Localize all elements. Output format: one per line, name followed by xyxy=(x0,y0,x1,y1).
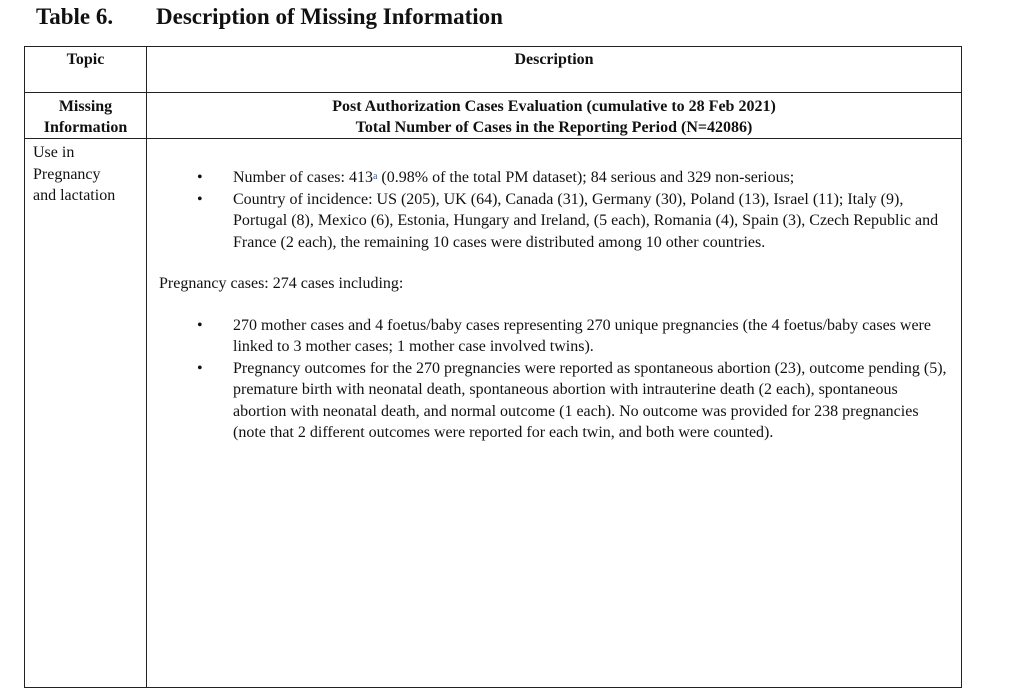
row-topic-line2: Pregnancy xyxy=(33,165,101,183)
subheader-desc-line1: Post Authorization Cases Evaluation (cumulative to 28 Feb 2021) xyxy=(332,98,776,115)
header-topic: Topic xyxy=(25,47,147,93)
list-item: • Number of cases: 413$^a$ (0.98% of the total PM dataset); 84 serious and 329 non-serious; xyxy=(159,167,953,189)
header-row xyxy=(25,47,962,93)
list-item: • 270 mother cases and 4 foetus/baby cases representing 270 unique pregnancies (the 4 foetus/baby cases were linked to 3 mother cases; 1 mother case involved twins). xyxy=(159,315,953,358)
list-item: • Pregnancy outcomes for the 270 pregnancies were reported as spontaneous abortion (23), outcome pending (5), premature birth with neonatal death, spontaneous abortion with intrauterine death (2 each), spontaneous abortion with neonatal death, and normal outcome (1 each). No outcome was provided for 238 pregnancies (note that 2 different outcomes were reported for each twin, and both were counted). xyxy=(159,358,953,444)
row-topic-line1: Use in xyxy=(33,144,75,161)
subheader-desc-line2: Total Number of Cases in the Reporting Period (N=42086) xyxy=(355,119,753,136)
header-description: Description xyxy=(147,47,962,93)
pregnancy-cases-heading: Pregnancy cases: 274 cases including: xyxy=(159,275,404,292)
subheader-topic-line1: Missing xyxy=(58,98,113,115)
table-number: Table 6. xyxy=(36,4,114,29)
list-item: • Country of incidence: US (205), UK (64), Canada (31), Germany (30), Poland (13), Israel (11); Italy (9), Portugal (8), Mexico (6), Estonia, Hungary and Ireland, (5 each), Romania (4), Spain (3), Czech Republic and France (2 each), the remaining 10 cases were distributed among 10 other countries. xyxy=(159,189,953,254)
table-title xyxy=(36,4,503,30)
subheader-description xyxy=(147,93,962,139)
subheader-topic-line2: Information xyxy=(43,119,128,136)
case-summary-list xyxy=(159,167,953,253)
missing-information-table xyxy=(24,46,962,688)
table-caption: Description of Missing Information xyxy=(156,4,503,29)
footnote-marker[interactable]: a xyxy=(372,171,378,182)
row-topic-line3: and lactation xyxy=(33,187,116,204)
subheader-topic xyxy=(25,93,147,139)
pregnancy-cases-list xyxy=(159,315,953,444)
subheader-row xyxy=(25,93,962,139)
pregnancy-row xyxy=(25,139,962,688)
row-topic xyxy=(25,139,147,688)
row-description xyxy=(147,139,962,688)
